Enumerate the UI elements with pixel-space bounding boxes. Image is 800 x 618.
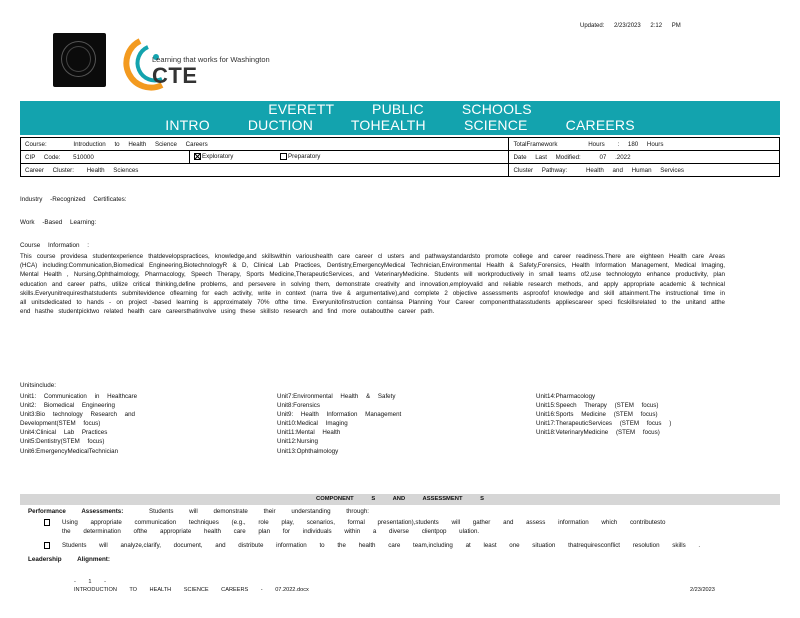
performance-intro: Students will demonstrate their understanding through: [149, 508, 369, 515]
exploratory-label: Exploratory [202, 153, 234, 161]
performance-label: Performance Assessments: [28, 508, 124, 515]
footer-date: 2/23/2023 [690, 587, 715, 593]
cte-wordmark: CTE [152, 63, 198, 88]
district-seal-logo [53, 33, 106, 87]
units-column-2 [277, 392, 401, 456]
framework-hours-cell: TotalFramework Hours : 180 Hours [509, 138, 780, 151]
unit-item: Development(STEM focus) [20, 420, 101, 428]
cip-value: 510000 [73, 153, 94, 161]
cluster-pathway-value: Health and Human Services [585, 166, 684, 174]
course-cell: Course: Introduction to Health Science Careers [21, 138, 509, 151]
preparatory-label: Preparatory [288, 153, 321, 161]
date-modified-value: 07 .2022 [599, 153, 631, 161]
date-modified-cell: Date Last Modified: 07 .2022 [509, 151, 780, 164]
updated-label: Updated: [580, 23, 605, 29]
leadership-alignment-heading: Leadership Alignment: [28, 556, 110, 563]
unit-item: Unit10:Medical Imaging [277, 420, 348, 428]
cte-tagline: Learning that works for Washington [152, 55, 270, 64]
updated-date: 2/23/2023 [614, 23, 641, 29]
unit-item: Unit18:VeterinaryMedicine (STEM focus) [536, 429, 660, 437]
cip-cell: CIP Code: 510000 [21, 151, 190, 164]
course-type-cell [190, 151, 509, 164]
units-heading: Unitsinclude: [20, 382, 57, 389]
exploratory-checkbox[interactable] [194, 153, 201, 160]
unit-item: Unit12:Nursing [277, 438, 318, 446]
footer-filename: INTRODUCTION TO HEALTH SCIENCE CAREERS - 07.2022.docx [74, 587, 309, 593]
unit-item: Unit6:EmergencyMedicalTechnician [20, 447, 119, 455]
performance-assessments-line [28, 508, 369, 515]
hours-value: : 180 Hours [617, 140, 664, 148]
unit-item: Unit4:Clinical Lab Practices [20, 429, 108, 437]
course-description-paragraph: This course providesa studentexperience thatdevelopspractices, knowledge,and skillswithin varioushealth care career cl usters and pathwaystandardsto promote college and career readiness.There are eighteen Health care Areas (HCA) including:Communication,Biomedical Engineering,BiotechnologyR & D, Clinical Lab Practices, Dentistry,EmergencyMedical Technician,Environmental Health & Safety,Forensics, Health Information Management, Medical Imaging, Mental Health , Nursing,Ophthalmology, Pharmacology, Speech Therapy, Sports Medicine,TherapeuticServices, and VeterinaryMedicine. Students will workproductively in small teams of2,use technologyto enhance productivity, plan education and career paths, utilize critical thinking,define problems, and persevere in solving them, demonstrate creativity and innovation,employvalid and reliable research methods, and apply appropriate academic & technical skills.Everyunitrequiresthatstudents submitevidence oflearning for each activity, write in context (narra tive & argumentative),and complete 2 objective assessments asproofof knowledge and skill attainment.The instructional time in all unitsdedicated to hands - on project -based learning is approximately 70% ofthe time. Everyunitofinstruction containsa Planning Your Career componentthatasstudents appliescareer speci ficskillsrelated to the unitand atthe end hasthe studentpicktwo related health care careersthatinvolve using these skillsto research and find more outaboutthe career path. [20, 253, 725, 316]
work-based-learning-heading: Work -Based Learning: [20, 219, 97, 226]
page-number: - 1 - [74, 579, 106, 585]
unit-item: Unit5:Dentistry(STEM focus) [20, 438, 105, 446]
course-information-heading: Course Information : [20, 242, 90, 249]
components-assessments-bar [20, 494, 780, 505]
school-title: EVERETT PUBLIC SCHOOLS [268, 101, 532, 117]
unit-item: Unit7:Environmental Health & Safety [277, 393, 396, 400]
career-cluster-value: Health Sciences [86, 166, 139, 174]
unit-item: Unit14:Pharmacology [536, 393, 596, 400]
assessment-bullet-1: Using appropriate communication techniques (e.g., role play, scenarios, formal presentation),students will gather and assess information which contributesto [44, 518, 665, 527]
career-cluster-cell: Career Cluster: Health Sciences [21, 164, 509, 177]
title-band [20, 101, 780, 135]
unit-item: Unit17:TherapeuticServices (STEM focus ) [536, 420, 672, 428]
assessment-bullet-2: Students will analyze,clarify, document, and distribute information to the health care team,including at least one situation thatrequiresconflict resolution skills . [44, 541, 700, 550]
bullet-box-icon [44, 519, 50, 526]
units-column-1 [20, 392, 137, 456]
components-assessments-heading: COMPONENT S AND ASSESSMENT S [316, 496, 484, 502]
course-value: Introduction to Health Science Careers [73, 140, 208, 148]
updated-stamp [580, 23, 681, 29]
unit-item: Unit2: Biomedical Engineering [20, 402, 115, 410]
bullet-box-icon [44, 542, 50, 549]
cte-logo [118, 35, 318, 93]
preparatory-checkbox[interactable] [280, 153, 287, 160]
unit-item: Unit3:Bio technology Research and [20, 411, 135, 419]
course-title: INTRO DUCTION TOHEALTH SCIENCE CAREERS [165, 117, 635, 133]
unit-item: Unit8:Forensics [277, 402, 320, 410]
unit-item: Unit16:Sports Medicine (STEM focus) [536, 411, 658, 419]
unit-item: Unit15:Speech Therapy (STEM focus) [536, 402, 659, 410]
updated-time: 2:12 PM [650, 23, 681, 29]
unit-item: Unit13:Ophthalmology [277, 447, 339, 455]
unit-item: Unit9: Health Information Management [277, 411, 402, 419]
assessment-bullet-1-continued: the determination ofthe appropriate health care plan for individuals within a diverse clientpop ulation. [62, 528, 480, 535]
units-column-3 [536, 392, 671, 437]
course-info-table [20, 137, 780, 177]
cluster-pathway-cell: Cluster Pathway: Health and Human Services [509, 164, 780, 177]
industry-certificates-heading: Industry -Recognized Certificates: [20, 196, 127, 203]
unit-item: Unit1: Communication in Healthcare [20, 393, 138, 400]
unit-item: Unit11:Mental Health [277, 429, 341, 437]
